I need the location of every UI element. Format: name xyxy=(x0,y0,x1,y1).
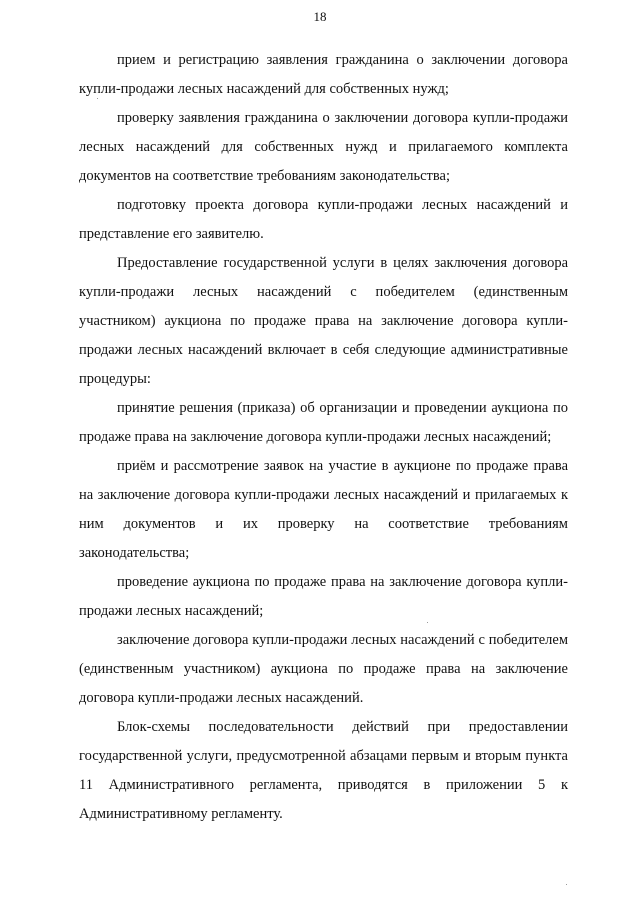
scan-speck xyxy=(97,98,98,99)
scan-speck xyxy=(427,622,428,623)
paragraph-auction-service-intro: Предоставление государственной услуги в целях заключения договора купли-продажи лесных насаждений с победителем (единственным участником) аукциона по продаже права на заключение договора купли-продажи лесных насаждений включает в себя следующие административные процедуры: xyxy=(79,255,568,387)
paragraph-application-check: проверку заявления гражданина о заключении договора купли-продажи лесных насаждений для собственных нужд и прилагаемого комплекта документов на соответствие требованиям законодательства; xyxy=(79,110,568,184)
document-body xyxy=(79,46,568,829)
paragraph-contract-draft: подготовку проекта договора купли-продажи лесных насаждений и представление его заявителю. xyxy=(79,197,568,242)
scan-speck xyxy=(566,884,567,885)
page-number: 18 xyxy=(313,9,327,24)
paragraph-application-intake: прием и регистрацию заявления гражданина о заключении договора купли-продажи лесных насаждений для собственных нужд; xyxy=(79,52,568,97)
paragraph-bids-review: приём и рассмотрение заявок на участие в аукционе по продаже права на заключение договора купли-продажи лесных насаждений и прилагаемых к ним документов и их проверку на соответствие требованиям законодательства; xyxy=(79,458,568,561)
paragraph-flowcharts-reference: Блок-схемы последовательности действий при предоставлении государственной услуги, предусмотренной абзацами первым и вторым пункта 11 Административного регламента, приводятся в приложении 5 к Административному регламенту. xyxy=(79,719,568,822)
paragraph-contract-conclusion: заключение договора купли-продажи лесных насаждений с победителем (единственным участником) аукциона по продаже права на заключение договора купли-продажи лесных насаждений. xyxy=(79,632,568,706)
paragraph-auction-conduct: проведение аукциона по продаже права на заключение договора купли-продажи лесных насаждений; xyxy=(79,574,568,619)
paragraph-auction-decision: принятие решения (приказа) об организации и проведении аукциона по продаже права на заключение договора купли-продажи лесных насаждений; xyxy=(79,400,568,445)
